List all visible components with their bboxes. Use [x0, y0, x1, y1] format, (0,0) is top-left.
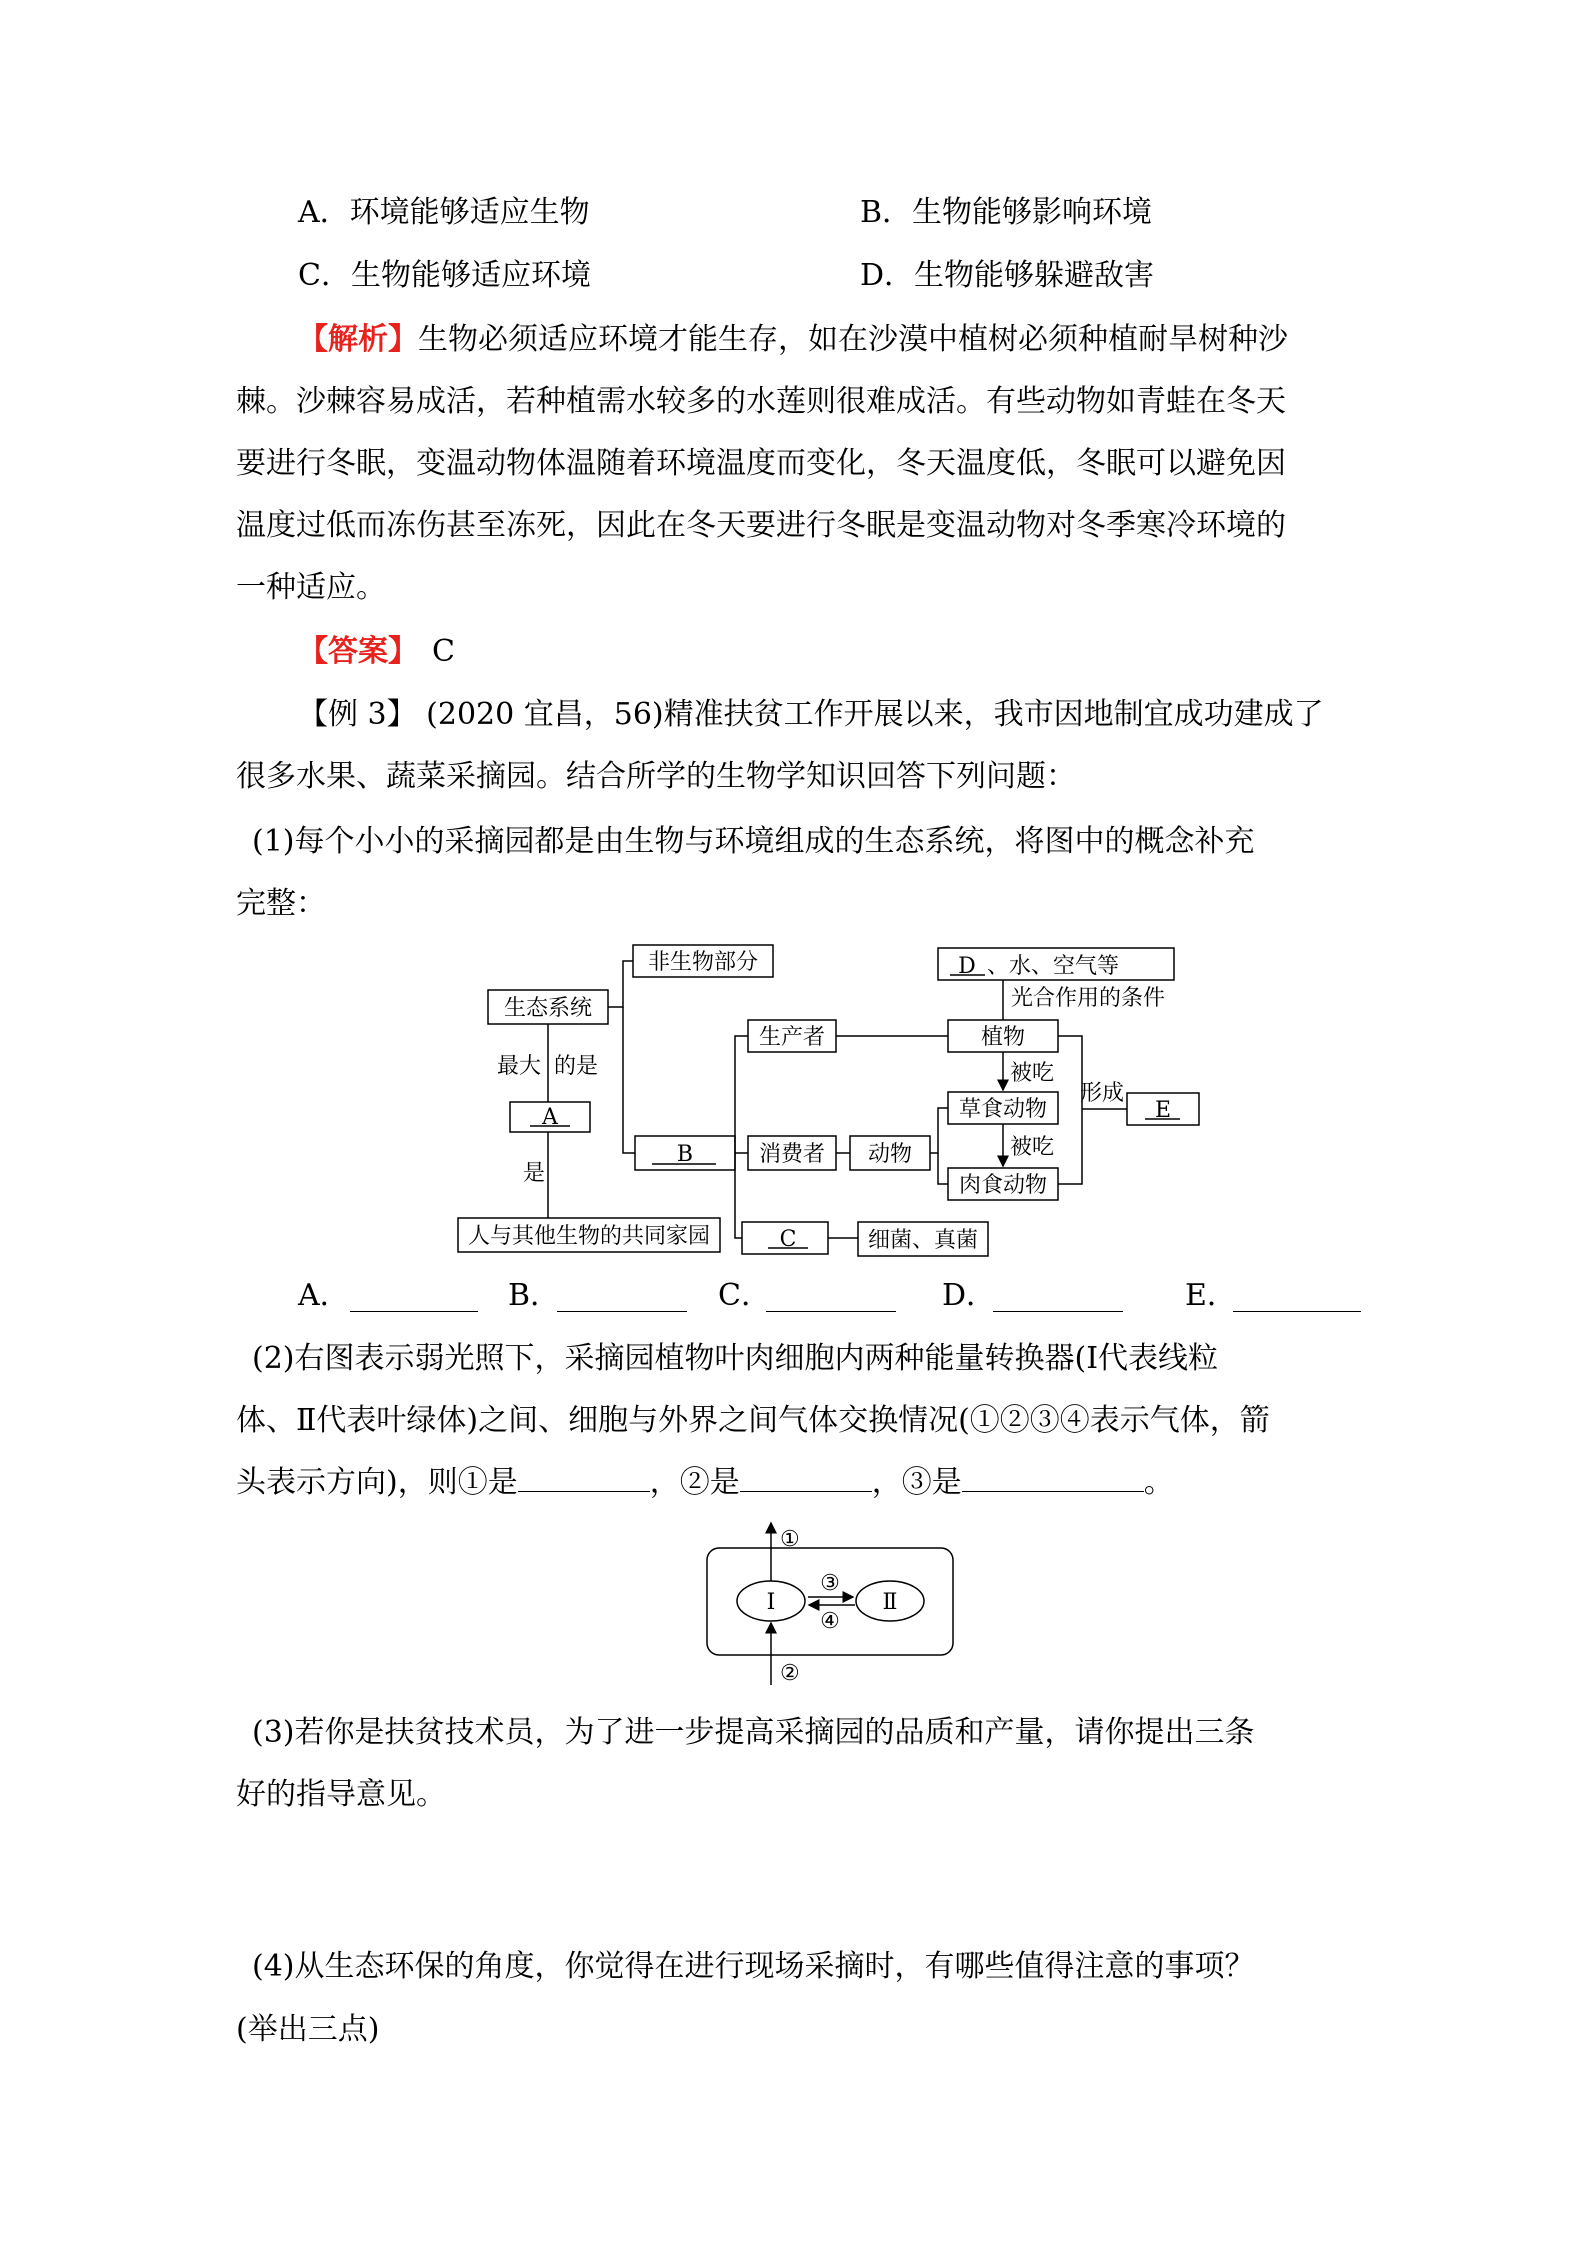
label-photosynthesis: 光合作用的条件 — [1011, 986, 1166, 1011]
blank-b-label: B． — [508, 1278, 561, 1313]
q2-line-3: 头表示方向)，则①是 ，②是 ，③是 。 — [236, 1465, 1174, 1500]
node-bacteria: 细菌、真菌 — [867, 1228, 979, 1253]
label-is: 是 — [522, 1161, 546, 1186]
option-c: C．生物能够适应环境 — [298, 258, 591, 293]
analysis-line-3: 要进行冬眠，变温动物体温随着环境温度而变化，冬天温度低，冬眠可以避免因 — [236, 446, 1286, 481]
blank-e-line — [1233, 1283, 1361, 1312]
q3-line-2: 好的指导意见。 — [236, 1777, 446, 1812]
q4-line-2: (举出三点) — [236, 2012, 380, 2047]
gas-1-label: ① — [780, 1527, 800, 1552]
concept-map-diagram — [450, 935, 1210, 1265]
blank-b-line — [557, 1283, 687, 1312]
box-a: A — [542, 1105, 558, 1130]
gas-4-label: ④ — [820, 1609, 840, 1634]
blank-e-label: E． — [1185, 1278, 1237, 1313]
blank-d-line — [993, 1283, 1123, 1312]
node-d-rest: 、水、空气等 — [987, 954, 1120, 979]
blank-d-label: D． — [942, 1278, 997, 1313]
analysis-line-4: 温度过低而冻伤甚至冻死，因此在冬天要进行冬眠是变温动物对冬季寒冷环境的 — [236, 508, 1286, 543]
analysis-tag: 【解析】 — [298, 322, 418, 357]
blank-a-label: A． — [298, 1278, 350, 1313]
analysis-line-2: 棘。沙棘容易成活，若种植需水较多的水莲则很难成活。有些动物如青蛙在冬天 — [236, 384, 1286, 419]
option-b: B．生物能够影响环境 — [860, 195, 1153, 230]
analysis-line-1: 【解析】生物必须适应环境才能生存，如在沙漠中植树必须种植耐旱树种沙 — [298, 322, 1288, 357]
label-form: 形成 — [1080, 1081, 1125, 1106]
example-line-2: 很多水果、蔬菜采摘园。结合所学的生物学知识回答下列问题： — [236, 759, 1076, 794]
q3-line-1: (3)若你是扶贫技术员，为了进一步提高采摘园的品质和产量，请你提出三条 — [252, 1715, 1255, 1750]
node-consumer: 消费者 — [758, 1142, 826, 1167]
gas-1-blank — [518, 1463, 650, 1492]
answer-line — [298, 632, 455, 672]
node-animal: 动物 — [867, 1142, 913, 1167]
blank-c-line — [766, 1283, 896, 1312]
label-largest-a: 最大 — [497, 1054, 542, 1079]
cell-diagram — [700, 1515, 960, 1695]
gas-2-label: ② — [780, 1661, 800, 1686]
gas-3-blank — [962, 1463, 1144, 1492]
q4-line-1: (4)从生态环保的角度，你觉得在进行现场采摘时，有哪些值得注意的事项？ — [252, 1949, 1255, 1984]
answer-tag: 【答案】 — [298, 634, 418, 669]
option-a: A．环境能够适应生物 — [298, 195, 590, 230]
label-largest-b: 的是 — [554, 1054, 599, 1079]
gas-2-blank — [740, 1463, 872, 1492]
option-d: D．生物能够躲避敌害 — [860, 258, 1155, 293]
node-herbivore: 草食动物 — [958, 1097, 1048, 1122]
q1-line-1: (1)每个小小的采摘园都是由生物与环境组成的生态系统，将图中的概念补充 — [252, 824, 1255, 859]
node-home: 人与其他生物的共同家园 — [467, 1224, 711, 1249]
gas-3-label: ③ — [820, 1571, 840, 1596]
mitochondria-label: Ⅰ — [766, 1590, 776, 1615]
analysis-line-5: 一种适应。 — [236, 570, 386, 605]
q1-line-2: 完整： — [236, 886, 326, 921]
node-carnivore: 肉食动物 — [958, 1173, 1048, 1198]
node-nonliving: 非生物部分 — [647, 950, 759, 975]
node-producer: 生产者 — [758, 1025, 826, 1050]
node-plant: 植物 — [980, 1025, 1026, 1050]
box-b: B — [676, 1142, 694, 1167]
answer-value: C — [432, 634, 455, 669]
label-eaten-1: 被吃 — [1010, 1061, 1055, 1086]
label-eaten-2: 被吃 — [1010, 1135, 1055, 1160]
box-c: C — [779, 1227, 797, 1252]
example-line-1: 【例 3】 (2020 宜昌，56)精准扶贫工作开展以来，我市因地制宜成功建成了 — [298, 697, 1324, 732]
chloroplast-label: Ⅱ — [882, 1590, 898, 1615]
blank-c-label: C． — [718, 1278, 771, 1313]
box-d: D — [958, 954, 976, 979]
blank-a-line — [350, 1283, 478, 1312]
node-ecosystem: 生态系统 — [503, 996, 593, 1021]
example-tag: 【例 3】 — [298, 697, 417, 732]
q2-line-1: (2)右图表示弱光照下，采摘园植物叶肉细胞内两种能量转换器(Ⅰ代表线粒 — [252, 1341, 1219, 1376]
box-e: E — [1154, 1098, 1172, 1123]
q2-line-2: 体、Ⅱ代表叶绿体)之间、细胞与外界之间气体交换情况(①②③④表示气体，箭 — [236, 1403, 1270, 1438]
